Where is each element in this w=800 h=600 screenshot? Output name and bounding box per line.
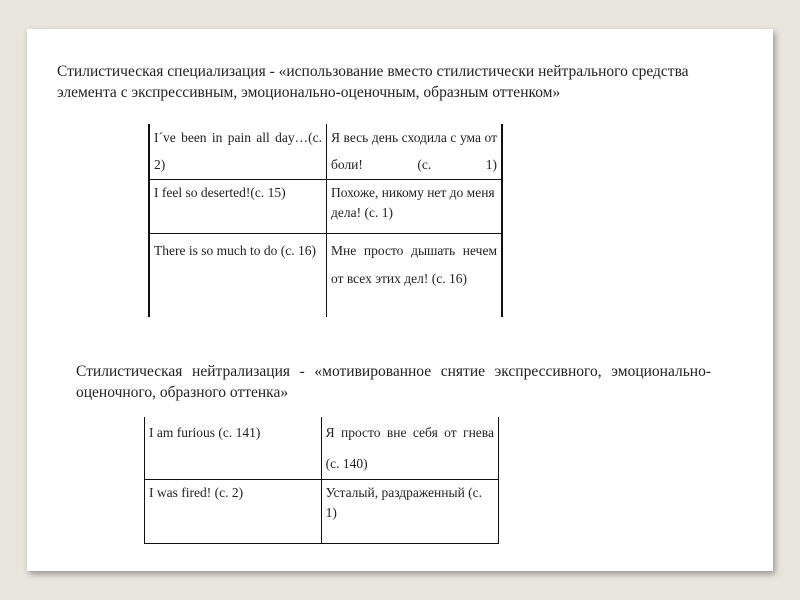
russian-translation-cell: Я просто вне себя от гнева (с. 140) bbox=[321, 417, 498, 480]
neutralization-examples-table bbox=[144, 417, 499, 544]
english-example-cell: I feel so deserted!(с. 15) bbox=[149, 180, 327, 234]
slide bbox=[27, 29, 773, 571]
russian-translation-cell: Мне просто дышать нечем от всех этих дел! (с. 16) bbox=[327, 234, 503, 318]
english-example-cell: I was fired! (с. 2) bbox=[145, 480, 322, 544]
table-row bbox=[145, 417, 499, 480]
neutralization-definition: Стилистическая нейтрализация - «мотивированное снятие экспрессивного, эмоционально-оценочного, образного оттенка» bbox=[76, 363, 711, 401]
english-example-cell: I am furious (с. 141) bbox=[145, 417, 322, 480]
english-example-cell: There is so much to do (с. 16) bbox=[149, 234, 327, 318]
table-row bbox=[149, 234, 502, 318]
specialization-definition: Стилистическая специализация - «использование вместо стилистически нейтрального средства элемента с экспрессивным, эмоционально-оценочным, образным оттенком» bbox=[57, 63, 689, 101]
specialization-examples-table bbox=[148, 124, 503, 317]
russian-translation-cell: Похоже, никому нет до меня дела! (с. 1) bbox=[327, 180, 503, 234]
table-row bbox=[145, 480, 499, 544]
table-row bbox=[149, 180, 502, 234]
table-row bbox=[149, 124, 502, 180]
russian-translation-cell: Усталый, раздраженный (с. 1) bbox=[321, 480, 498, 544]
russian-translation-cell: Я весь день сходила с ума от боли! (с. 1) bbox=[327, 124, 503, 180]
english-example-cell: I´ve been in pain all day…(с. 2) bbox=[149, 124, 327, 180]
